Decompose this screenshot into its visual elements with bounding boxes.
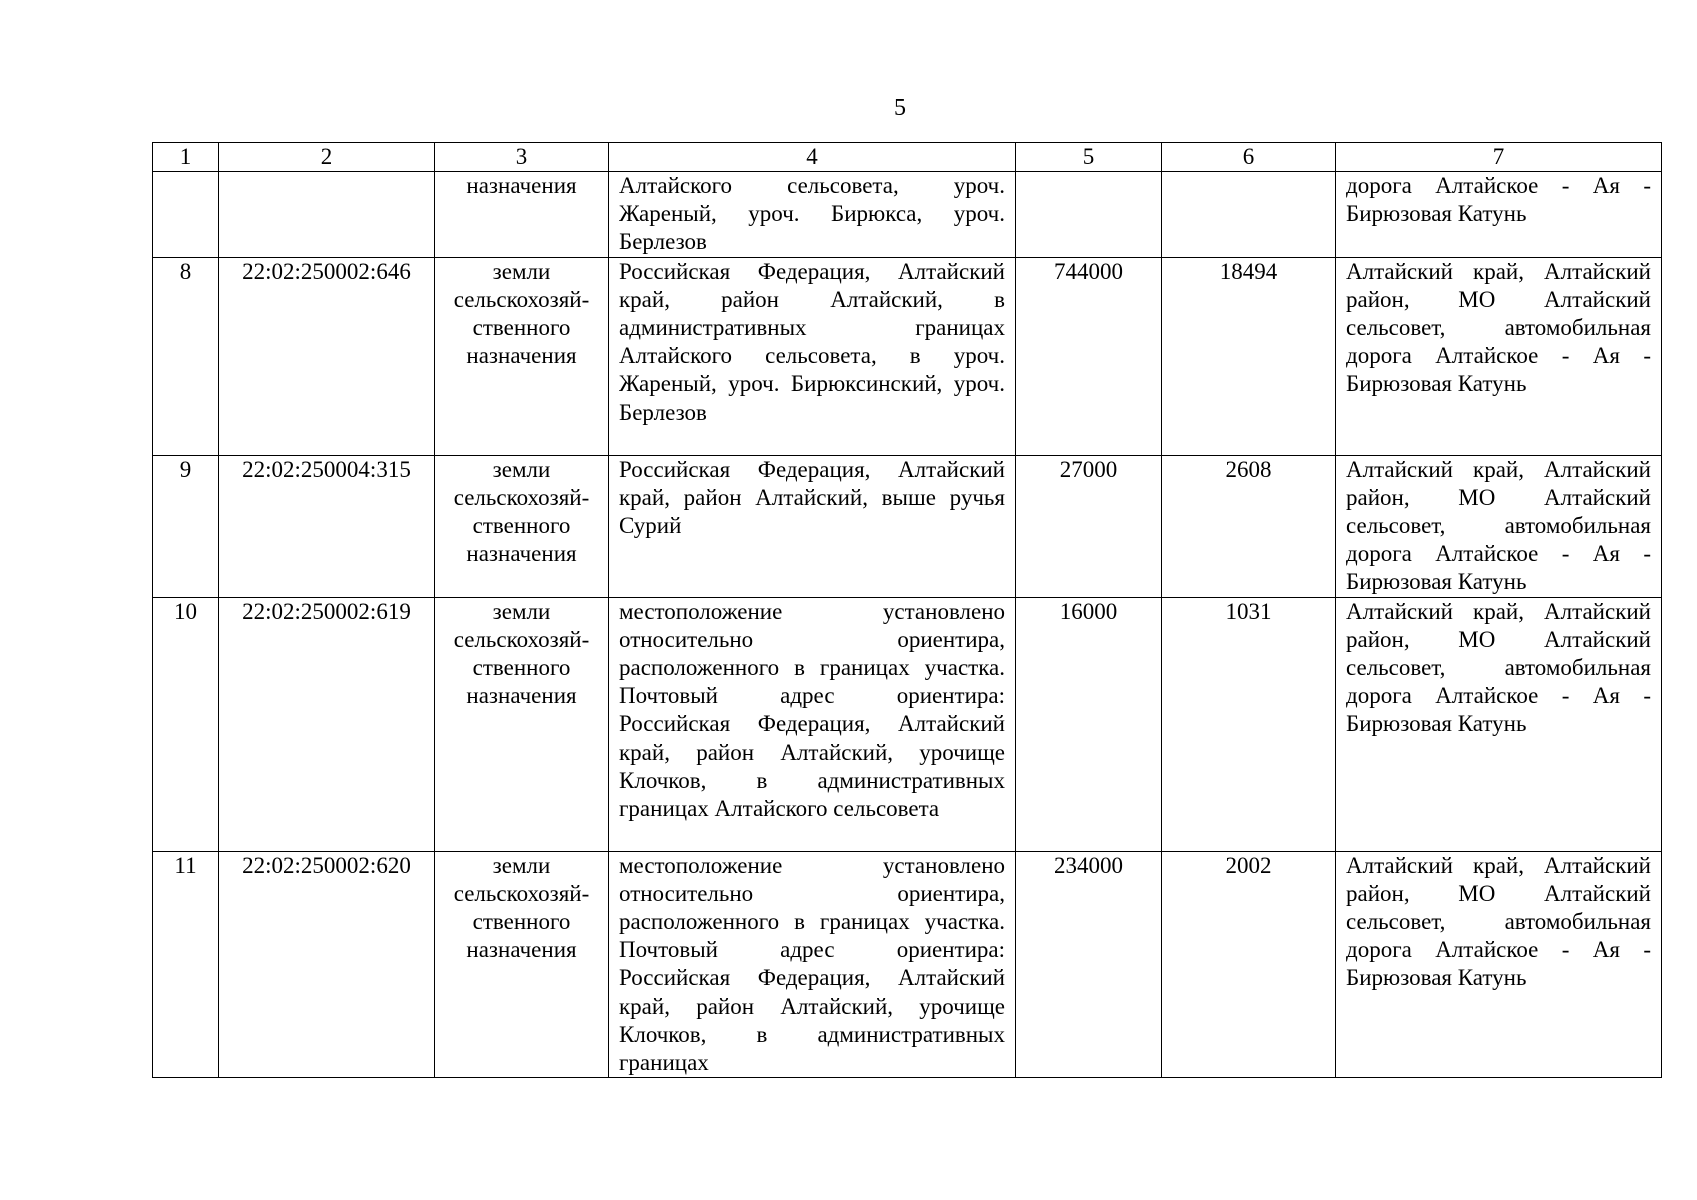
page-number: 5 [894, 95, 906, 121]
location-cell: Российская Федерация, Алтайский край, район Алтайский, в административных границах Алтайского сельсовета, в уроч. Жареный, уроч. Бирюксинский, уроч. Берлезов [609, 257, 1016, 455]
cadastral-number-cell: 22:02:250002:646 [219, 257, 435, 455]
cost-cell: 1031 [1162, 597, 1336, 851]
object-cell: Алтайский край, Алтайский район, МО Алтайский сельсовет, автомобильная дорога Алтайское - Ая - Бирюзовая Катунь [1336, 597, 1662, 851]
column-header: 7 [1336, 143, 1662, 172]
land-category-cell: земли сельскохозяй-ственного назначения [435, 851, 609, 1078]
table-row [153, 597, 1662, 851]
area-cell: 16000 [1016, 597, 1162, 851]
cost-cell: 18494 [1162, 257, 1336, 455]
land-category-cell: назначения [435, 172, 609, 258]
row-number-cell: 9 [153, 455, 219, 597]
table-row [153, 851, 1662, 1078]
area-cell: 27000 [1016, 455, 1162, 597]
land-category-cell: земли сельскохозяй-ственного назначения [435, 597, 609, 851]
cadastral-number-cell: 22:02:250002:620 [219, 851, 435, 1078]
area-cell [1016, 172, 1162, 258]
object-cell: Алтайский край, Алтайский район, МО Алтайский сельсовет, автомобильная дорога Алтайское - Ая - Бирюзовая Катунь [1336, 851, 1662, 1078]
column-header: 5 [1016, 143, 1162, 172]
row-number-cell: 8 [153, 257, 219, 455]
object-cell: Алтайский край, Алтайский район, МО Алтайский сельсовет, автомобильная дорога Алтайское - Ая - Бирюзовая Катунь [1336, 257, 1662, 455]
object-cell: дорога Алтайское - Ая - Бирюзовая Катунь [1336, 172, 1662, 258]
land-category-cell: земли сельскохозяй-ственного назначения [435, 455, 609, 597]
area-cell: 234000 [1016, 851, 1162, 1078]
column-header: 4 [609, 143, 1016, 172]
table-row [153, 257, 1662, 455]
column-header: 1 [153, 143, 219, 172]
location-cell: Российская Федерация, Алтайский край, район Алтайский, выше ручья Сурий [609, 455, 1016, 597]
cadastral-number-cell [219, 172, 435, 258]
cost-cell [1162, 172, 1336, 258]
row-number-cell: 10 [153, 597, 219, 851]
column-header: 6 [1162, 143, 1336, 172]
land-plots-table [152, 142, 1662, 1078]
row-number-cell [153, 172, 219, 258]
area-cell: 744000 [1016, 257, 1162, 455]
location-cell: местоположение установлено относительно ориентира, расположенного в границах участка. Почтовый адрес ориентира: Российская Федерация, Алтайский край, район Алтайский, урочище Клочков, в административных границах [609, 851, 1016, 1078]
object-cell: Алтайский край, Алтайский район, МО Алтайский сельсовет, автомобильная дорога Алтайское - Ая - Бирюзовая Катунь [1336, 455, 1662, 597]
land-category-cell: земли сельскохозяй-ственного назначения [435, 257, 609, 455]
row-number-cell: 11 [153, 851, 219, 1078]
table-row [153, 455, 1662, 597]
location-cell: местоположение установлено относительно ориентира, расположенного в границах участка. Почтовый адрес ориентира: Российская Федерация, Алтайский край, район Алтайский, урочище Клочков, в административных границах Алтайского сельсовета [609, 597, 1016, 851]
table-header-row [153, 143, 1662, 172]
cost-cell: 2608 [1162, 455, 1336, 597]
table-row [153, 172, 1662, 258]
column-header: 3 [435, 143, 609, 172]
cadastral-number-cell: 22:02:250004:315 [219, 455, 435, 597]
cost-cell: 2002 [1162, 851, 1336, 1078]
location-cell: Алтайского сельсовета, уроч. Жареный, уроч. Бирюкса, уроч. Берлезов [609, 172, 1016, 258]
column-header: 2 [219, 143, 435, 172]
cadastral-number-cell: 22:02:250002:619 [219, 597, 435, 851]
